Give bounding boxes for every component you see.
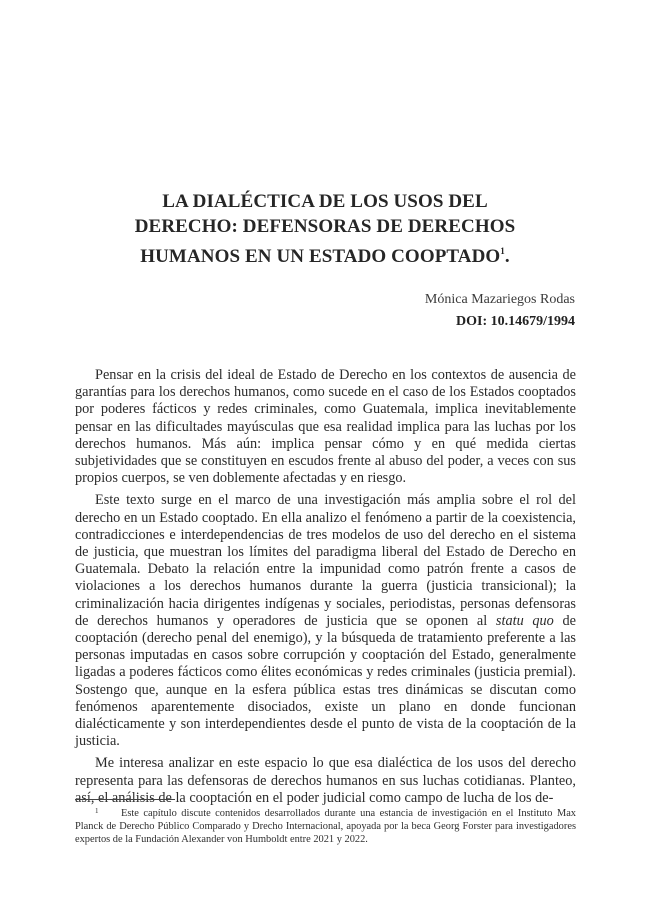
title-line-2: DERECHO: DEFENSORAS DE DERECHOS (134, 215, 516, 237)
author-name: Mónica Mazariegos Rodas (424, 292, 575, 307)
body-text (75, 367, 576, 812)
footnote-divider (75, 799, 175, 800)
paragraph-2 (75, 492, 576, 750)
paragraph-3: Me interesa analizar en este espacio lo que esa dialéctica de los usos del derecho representa para las defensoras de derechos humanos en sus luchas cotidianas. Planteo, así, el análisis de la cooptación en el poder judicial como campo de lucha de los de- (75, 755, 576, 806)
paragraph-2-part-2: de cooptación (derecho penal del enemigo), y la búsqueda de tratamiento preferente a las personas imputadas en casos sobre corrupción y cooptación del Estado, generalmente ligadas a poderes fácticos como élites económicas y redes criminales (justicia premial). Sostengo que, aunque en la esfera pública estas tres dinámicas se discutan como fenómenos aparentemente disociados, existe un plano en donde funcionan dialécticamente y son interdependientes desde el punto de vista de la cooptación de la justicia. (75, 612, 576, 750)
title-trailing-period: . (504, 246, 510, 267)
doi-label: DOI: 10.14679/1994 (456, 314, 575, 329)
title-line-3 (75, 239, 575, 270)
footnote (75, 805, 576, 847)
paragraph-2-part-1: Este texto surge en el marco de una investigación más amplia sobre el rol del derecho en un Estado cooptado. En ella analizo el fenómeno a partir de la coexistencia, contradicciones e interdependencias de tres modelos de uso del derecho en el sistema de justicia, que muestran los límites del paradigma liberal del Estado de Derecho en Guatemala. Debato la relación entre la impunidad como patrón frente a casos de violaciones a los derechos humanos durante la guerra (justicia transicional); la criminalización hacia dirigentes indígenas y sociales, periodistas, personas defensoras de derechos humanos y operadores de justicia que se oponen al (75, 492, 576, 629)
paragraph-2-italic: statu quo (495, 612, 554, 629)
footnote-marker: 1 (95, 807, 99, 815)
chapter-title (75, 190, 575, 270)
title-line-1: LA DIALÉCTICA DE LOS USOS DEL (162, 191, 488, 212)
title-footnote-marker[interactable]: 1 (500, 246, 505, 256)
paragraph-1: Pensar en la crisis del ideal de Estado de Derecho en los contextos de ausencia de garantías para los derechos humanos, como sucede en el caso de los Estados cooptados por poderes fácticos y redes criminales, como Guatemala, implica inevitablemente pensar en las dificultades mayúsculas que esa realidad implica para las luchas por los derechos humanos. Más aún: implica pensar cómo y en qué medida ciertas subjetividades que se constituyen en escudos frente al abuso del poder, a veces con sus propios cuerpos, se ven doblemente afectadas y en riesgo. (75, 367, 576, 487)
title-line-3-text: HUMANOS EN UN ESTADO COOPTADO (140, 246, 501, 267)
footnote-text: Este capítulo discute contenidos desarrollados durante una estancia de investigación en el Instituto Max Planck de Derecho Público Comparado y Drecho Internacional, apoyada por la beca Georg Forster para investigadores expertos de la Fundación Alexander von Humboldt entre 2021 y 2022. (75, 808, 576, 846)
